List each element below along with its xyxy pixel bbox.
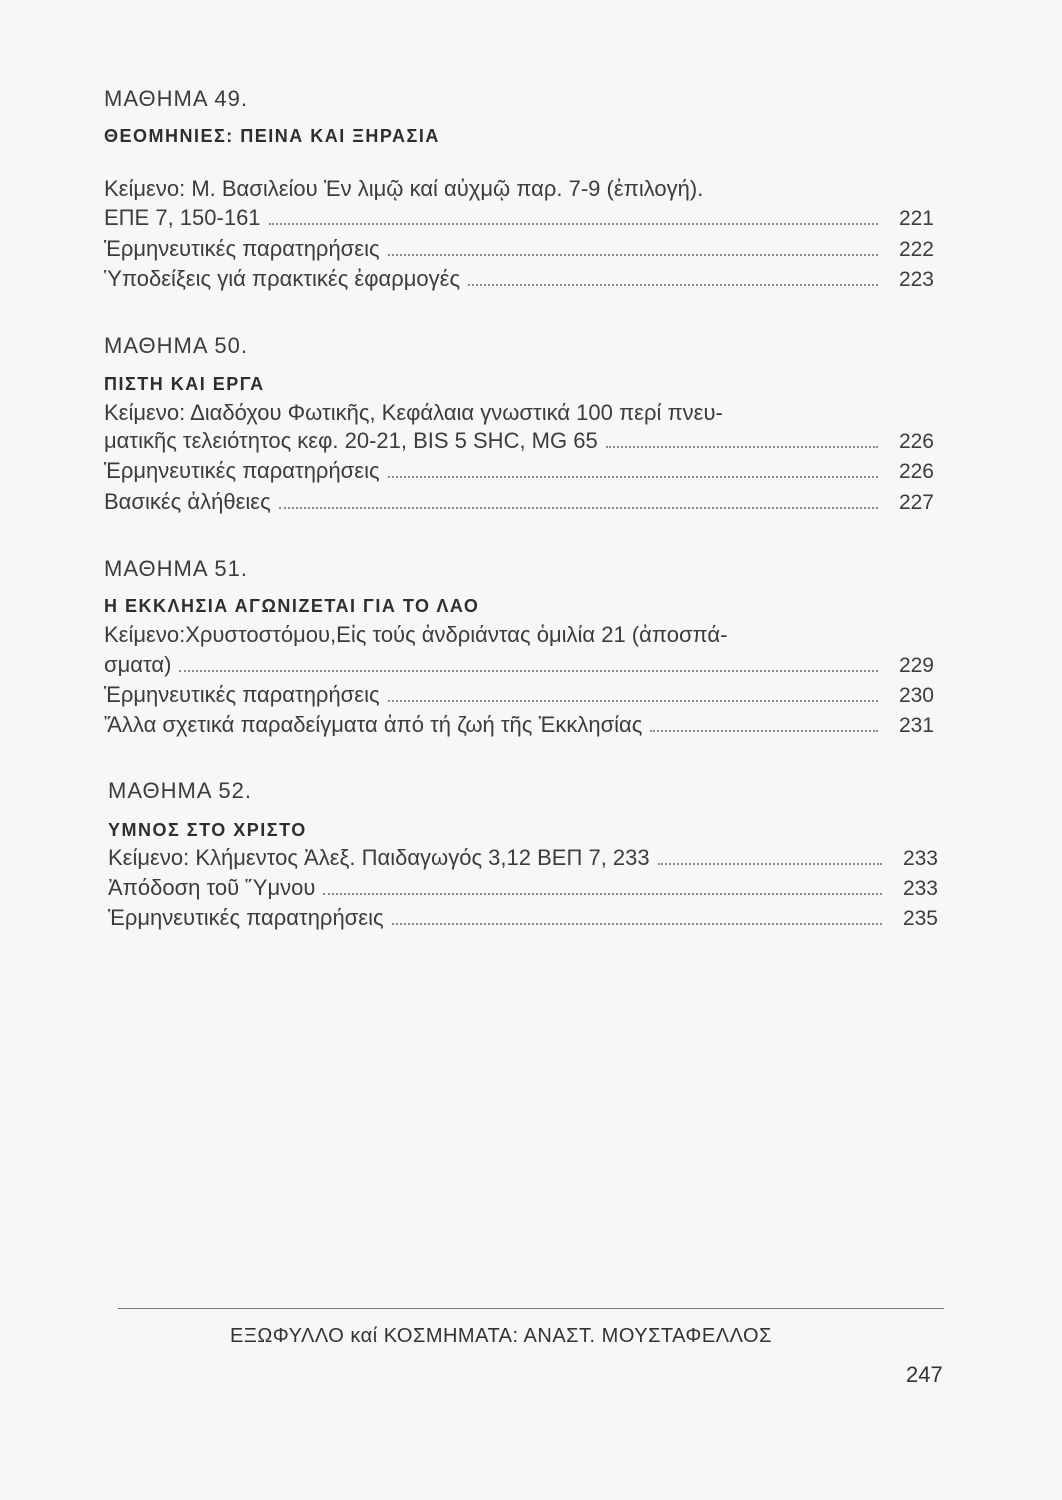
page-number: 247 [906, 1362, 943, 1387]
dot-leader [392, 922, 882, 925]
toc-entry-text: Ἄλλα σχετικά παραδείγματα ἀπό τή ζωή τῆς Ἐκκλησίας [104, 712, 643, 737]
toc-entry-page: 226 [898, 460, 934, 483]
lesson-title: Η ΕΚΚΛΗΣΙΑ ΑΓΩΝΙΖΕΤΑΙ ΓΙΑ ΤΟ ΛΑΟ [104, 596, 480, 616]
lesson-heading: ΜΑΘΗΜΑ 49. [104, 86, 249, 111]
toc-entry [108, 845, 938, 871]
toc-entry-text: ΕΠΕ 7, 150-161 [104, 205, 261, 230]
toc-entry [104, 236, 934, 262]
lesson-text-intro: Κείμενο: Μ. Βασιλείου Ἐν λιμῷ καί αὐχμῷ παρ. 7-9 (ἐπιλογή). [104, 176, 704, 201]
dot-leader [650, 729, 878, 732]
toc-entry-page: 233 [902, 847, 938, 870]
cover-credits: ΕΞΩΦΥΛΛΟ καί ΚΟΣΜΗΜΑΤΑ: ΑΝΑΣΤ. ΜΟΥΣΤΑΦΕΛΛΟΣ [230, 1325, 772, 1347]
toc-entry-text: Κείμενο: Κλήμεντος Ἀλεξ. Παιδαγωγός 3,12 ΒΕΠ 7, 233 [108, 845, 650, 870]
toc-entry [104, 712, 934, 738]
dot-leader [323, 892, 882, 895]
dot-leader [279, 506, 878, 509]
toc-entry-text: Ὑποδείξεις γιά πρακτικές ἐφαρμογές [104, 266, 461, 291]
lesson-heading: ΜΑΘΗΜΑ 50. [104, 333, 249, 358]
toc-entry-page: 231 [898, 714, 934, 737]
lesson-text-intro: Κείμενο: Διαδόχου Φωτικῆς, Κεφάλαια γνωστικά 100 περί πνευ- [104, 400, 723, 425]
toc-entry-text: Ἑρμηνευτικές παρατηρήσεις [104, 236, 380, 261]
dot-leader [388, 253, 878, 256]
toc-entry [104, 652, 934, 678]
toc-entry-text: Ἑρμηνευτικές παρατηρήσεις [104, 682, 380, 707]
lesson-heading: ΜΑΘΗΜΑ 51. [104, 556, 249, 581]
toc-entry [108, 875, 938, 901]
toc-entry [104, 458, 934, 484]
toc-entry [104, 205, 934, 231]
toc-entry-page: 233 [902, 877, 938, 900]
lesson-heading: ΜΑΘΗΜΑ 52. [108, 778, 253, 803]
dot-leader [388, 699, 878, 702]
toc-entry [104, 266, 934, 292]
dot-leader [179, 669, 878, 672]
toc-entry [104, 489, 934, 515]
dot-leader [388, 475, 878, 478]
footer-rule [118, 1308, 944, 1309]
toc-entry-page: 235 [902, 907, 938, 930]
toc-entry-text: Βασικές ἀλήθειες [104, 489, 271, 514]
toc-entry-text: σματα) [104, 652, 172, 677]
dot-leader [269, 222, 878, 225]
toc-entry-text: Ἑρμηνευτικές παρατηρήσεις [108, 905, 384, 930]
lesson-title: ΥΜΝΟΣ ΣΤΟ ΧΡΙΣΤΟ [108, 820, 307, 840]
toc-entry-text: ματικῆς τελειότητος κεφ. 20-21, BIS 5 SHC, MG 65 [104, 428, 598, 453]
toc-entry-page: 222 [898, 238, 934, 261]
toc-entry-page: 229 [898, 654, 934, 677]
lesson-text-intro: Κείμενο:Χρυστοστόμου,Εἰς τούς ἀνδριάντας ὁμιλία 21 (ἀποσπά- [104, 622, 728, 647]
lesson-title: ΘΕΟΜΗΝΙΕΣ: ΠΕΙΝΑ ΚΑΙ ΞΗΡΑΣΙΑ [104, 126, 440, 146]
toc-entry [104, 682, 934, 708]
toc-entry [108, 905, 938, 931]
toc-entry [104, 428, 934, 454]
toc-entry-page: 221 [898, 207, 934, 230]
toc-entry-text: Ἑρμηνευτικές παρατηρήσεις [104, 458, 380, 483]
dot-leader [468, 283, 878, 286]
toc-entry-page: 227 [898, 491, 934, 514]
toc-entry-page: 230 [898, 684, 934, 707]
dot-leader [606, 445, 878, 448]
toc-entry-text: Ἀπόδοση τοῦ Ὕμνου [108, 875, 316, 900]
dot-leader [658, 862, 882, 865]
toc-entry-page: 226 [898, 430, 934, 453]
toc-entry-page: 223 [898, 268, 934, 291]
lesson-title: ΠΙΣΤΗ ΚΑΙ ΕΡΓΑ [104, 374, 265, 394]
